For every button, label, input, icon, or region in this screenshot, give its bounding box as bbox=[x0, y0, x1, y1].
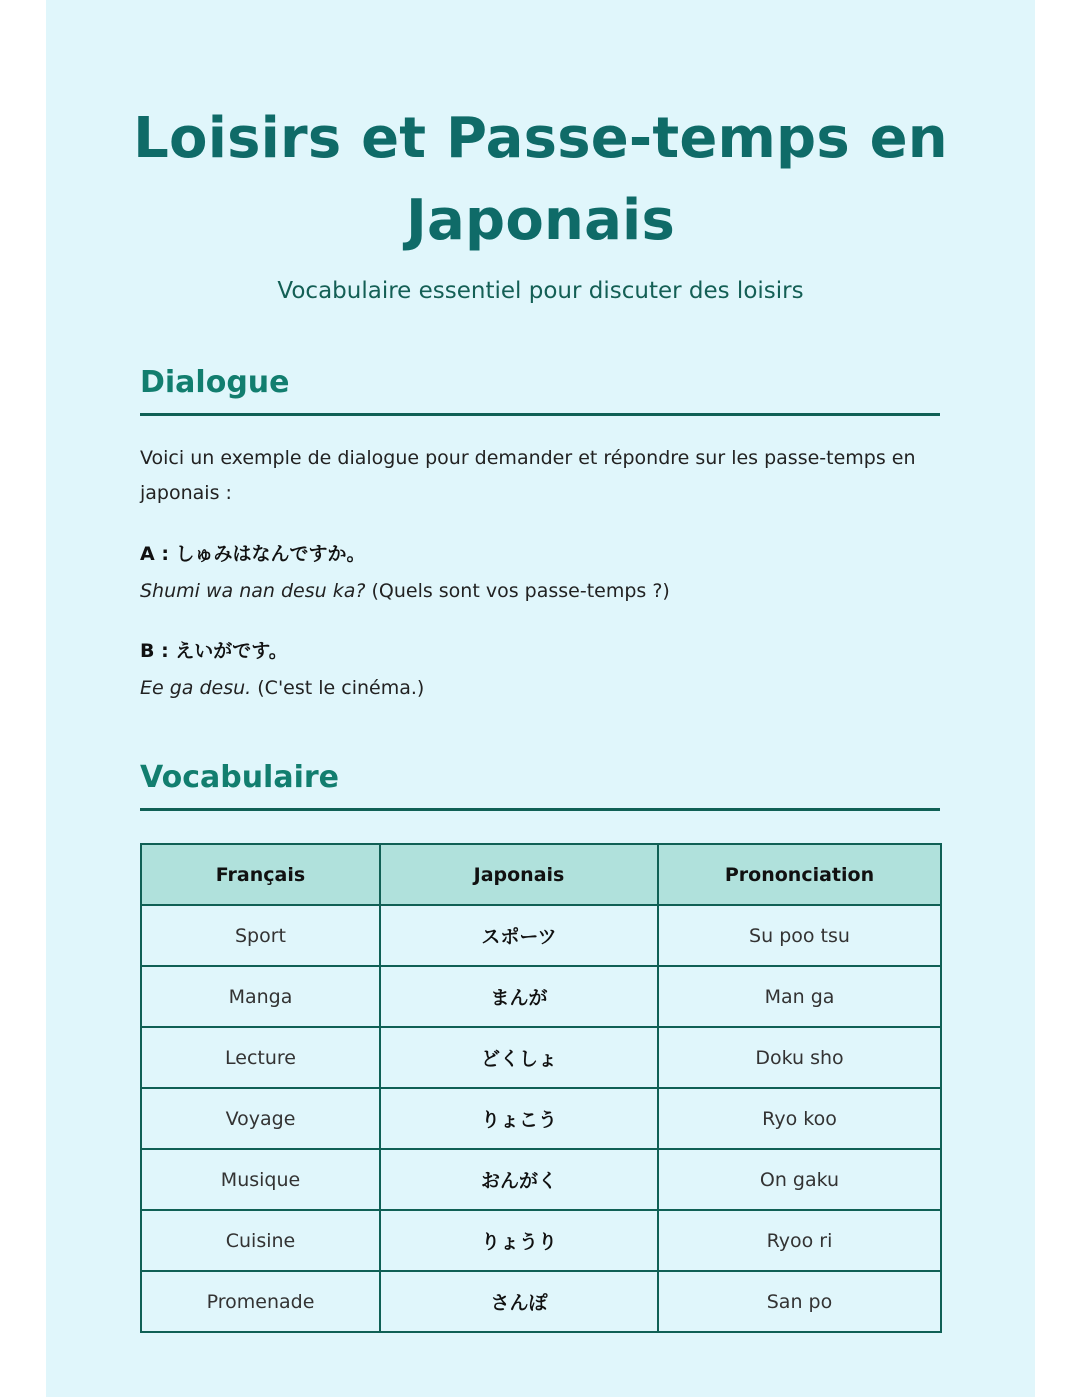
vocabulary-heading: Vocabulaire bbox=[140, 760, 339, 795]
table-row bbox=[141, 1027, 941, 1088]
vocabulary-table bbox=[140, 843, 942, 1333]
cell-pronunciation: On gaku bbox=[658, 1149, 941, 1210]
page-title bbox=[46, 98, 1035, 262]
dialogue-divider bbox=[140, 413, 940, 416]
cell-pronunciation: Man ga bbox=[658, 966, 941, 1027]
cell-japanese: どくしょ bbox=[380, 1027, 658, 1088]
table-row bbox=[141, 1088, 941, 1149]
dialogue-line-a-translation: (Quels sont vos passe-temps ?) bbox=[371, 580, 670, 602]
cell-pronunciation: Su poo tsu bbox=[658, 905, 941, 966]
cell-french: Manga bbox=[141, 966, 380, 1027]
cell-french: Voyage bbox=[141, 1088, 380, 1149]
table-row bbox=[141, 966, 941, 1027]
page bbox=[46, 0, 1035, 1397]
dialogue-line-a-japanese: A : しゅみはなんですか。 bbox=[140, 543, 366, 565]
cell-pronunciation: San po bbox=[658, 1271, 941, 1332]
title-line-1: Loisirs et Passe-temps en bbox=[133, 106, 948, 171]
table-row bbox=[141, 1210, 941, 1271]
cell-french: Lecture bbox=[141, 1027, 380, 1088]
cell-japanese: スポーツ bbox=[380, 905, 658, 966]
dialogue-intro: Voici un exemple de dialogue pour demander et répondre sur les passe-temps en japonais : bbox=[140, 447, 916, 504]
table-row bbox=[141, 905, 941, 966]
dialogue-line-a-romanization: Shumi wa nan desu ka? bbox=[140, 580, 366, 602]
dialogue-line-b-romanization: Ee ga desu. bbox=[140, 677, 252, 699]
page-subtitle: Vocabulaire essentiel pour discuter des loisirs bbox=[277, 278, 804, 304]
cell-pronunciation: Ryo koo bbox=[658, 1088, 941, 1149]
cell-french: Musique bbox=[141, 1149, 380, 1210]
cell-japanese: りょうり bbox=[380, 1210, 658, 1271]
cell-french: Promenade bbox=[141, 1271, 380, 1332]
cell-japanese: りょこう bbox=[380, 1088, 658, 1149]
title-line-2: Japonais bbox=[406, 188, 675, 253]
cell-pronunciation: Ryoo ri bbox=[658, 1210, 941, 1271]
vocabulary-divider bbox=[140, 808, 940, 811]
table-row bbox=[141, 1149, 941, 1210]
dialogue-line-a-romaji bbox=[140, 576, 940, 606]
column-header-pronunciation: Prononciation bbox=[658, 844, 941, 905]
table-row bbox=[141, 1271, 941, 1332]
column-header-japanese: Japonais bbox=[380, 844, 658, 905]
cell-french: Sport bbox=[141, 905, 380, 966]
dialogue-heading: Dialogue bbox=[140, 365, 290, 400]
cell-japanese: さんぽ bbox=[380, 1271, 658, 1332]
dialogue-line-b-translation: (C'est le cinéma.) bbox=[257, 677, 425, 699]
cell-pronunciation: Doku sho bbox=[658, 1027, 941, 1088]
dialogue-line-b-romaji bbox=[140, 673, 940, 703]
cell-japanese: まんが bbox=[380, 966, 658, 1027]
table-header-row bbox=[141, 844, 941, 905]
dialogue-line-b-japanese: B : えいがです。 bbox=[140, 640, 288, 662]
cell-french: Cuisine bbox=[141, 1210, 380, 1271]
cell-japanese: おんがく bbox=[380, 1149, 658, 1210]
column-header-french: Français bbox=[141, 844, 380, 905]
